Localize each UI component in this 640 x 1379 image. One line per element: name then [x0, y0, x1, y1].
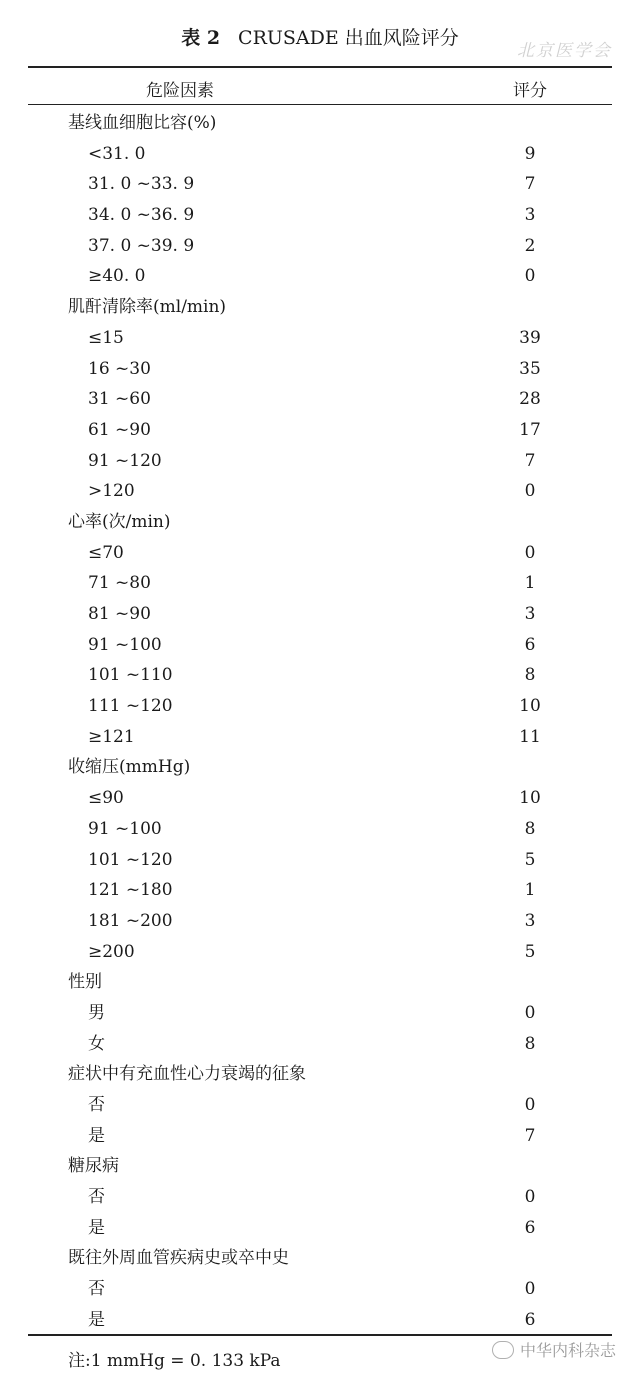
table-row	[0, 1182, 640, 1213]
score-value: 0	[524, 1187, 536, 1208]
table-top-rule	[28, 66, 612, 68]
table-row	[0, 323, 640, 354]
score-value: 8	[524, 818, 536, 839]
table-number: 表 2	[181, 27, 221, 49]
score-value: 1	[524, 880, 536, 901]
table-row	[0, 998, 640, 1029]
score-value: 6	[524, 1217, 536, 1238]
score-value: 6	[524, 634, 536, 655]
factor-label: ≥40. 0	[88, 266, 146, 287]
table-row	[0, 169, 640, 200]
factor-label: 101 ~110	[88, 665, 173, 686]
table-row	[0, 1121, 640, 1152]
score-value: 9	[524, 143, 536, 164]
table-row	[0, 722, 640, 753]
table-row	[0, 200, 640, 231]
score-value: 0	[524, 481, 536, 502]
table-row	[0, 1090, 640, 1121]
score-value: 1	[524, 573, 536, 594]
factor-label: 91 ~100	[88, 818, 162, 839]
score-value: 0	[524, 1095, 536, 1115]
factor-label: ≤90	[88, 788, 124, 809]
table-group-row	[0, 752, 640, 783]
score-value: 7	[524, 1125, 536, 1146]
header-score: 评分	[513, 81, 547, 101]
table-row	[0, 1305, 640, 1336]
table-group-row	[0, 967, 640, 998]
factor-label: ≤15	[88, 327, 124, 348]
score-value: 10	[519, 788, 541, 809]
watermark-bottom	[492, 1338, 616, 1361]
table-row	[0, 937, 640, 968]
factor-label: 否	[88, 1187, 105, 1208]
score-value: 7	[524, 174, 536, 195]
score-value: 3	[524, 910, 536, 931]
table-group-row	[0, 292, 640, 323]
table-row	[0, 630, 640, 661]
factor-label: 37. 0 ~39. 9	[88, 235, 195, 256]
wechat-icon	[492, 1341, 514, 1359]
table-row	[0, 384, 640, 415]
factor-label: 31 ~60	[88, 389, 151, 410]
score-value: 6	[524, 1309, 536, 1330]
table-row	[0, 415, 640, 446]
table-group-row	[0, 1059, 640, 1090]
score-value: 0	[524, 1279, 536, 1300]
table-note: 注:1 mmHg = 0. 133 kPa	[68, 1351, 281, 1371]
factor-label: <31. 0	[88, 143, 146, 164]
table-row	[0, 599, 640, 630]
table-row	[0, 1274, 640, 1305]
group-label: 糖尿病	[68, 1156, 119, 1177]
factor-label: 91 ~120	[88, 450, 162, 471]
factor-label: 91 ~100	[88, 634, 162, 655]
score-value: 39	[519, 327, 541, 348]
table-title-text: CRUSADE 出血风险评分	[238, 27, 459, 49]
table-row	[0, 875, 640, 906]
group-label: 心率(次/min)	[68, 511, 171, 532]
table-row	[0, 261, 640, 292]
factor-label: 181 ~200	[88, 910, 173, 931]
group-label: 肌酐清除率(ml/min)	[68, 297, 227, 318]
table-row	[0, 538, 640, 569]
table-row	[0, 354, 640, 385]
factor-label: >120	[88, 481, 135, 502]
factor-label: 16 ~30	[88, 358, 151, 379]
factor-label: 是	[88, 1309, 105, 1330]
table-row	[0, 231, 640, 262]
score-value: 3	[524, 205, 536, 226]
factor-label: ≥200	[88, 941, 135, 962]
table-row	[0, 906, 640, 937]
table-bottom-rule	[28, 1334, 612, 1336]
factor-label: 否	[88, 1095, 105, 1115]
group-label: 性别	[68, 972, 102, 993]
score-value: 0	[524, 542, 536, 563]
table-group-row	[0, 108, 640, 139]
factor-label: 111 ~120	[88, 696, 173, 717]
score-value: 2	[524, 235, 536, 256]
score-value: 8	[524, 1033, 536, 1054]
score-value: 5	[524, 941, 536, 962]
table-header-rule	[28, 104, 612, 105]
factor-label: 女	[88, 1033, 105, 1054]
factor-label: 否	[88, 1279, 105, 1300]
table-row	[0, 783, 640, 814]
score-value: 17	[519, 419, 541, 440]
factor-label: 121 ~180	[88, 880, 173, 901]
score-value: 8	[524, 665, 536, 686]
table-row	[0, 845, 640, 876]
group-label: 既往外周血管疾病史或卒中史	[68, 1248, 289, 1269]
factor-label: 71 ~80	[88, 573, 151, 594]
table-header	[0, 70, 640, 104]
table-body	[0, 108, 640, 1336]
factor-label: 81 ~90	[88, 604, 151, 624]
group-label: 症状中有充血性心力衰竭的征象	[68, 1064, 306, 1085]
factor-label: 男	[88, 1002, 105, 1023]
score-value: 10	[519, 696, 541, 717]
table-row	[0, 139, 640, 170]
table-row	[0, 476, 640, 507]
header-factor: 危险因素	[146, 81, 214, 101]
factor-label: 101 ~120	[88, 849, 173, 870]
table-group-row	[0, 1243, 640, 1274]
factor-label: 61 ~90	[88, 419, 151, 440]
table-row	[0, 814, 640, 845]
table-row	[0, 568, 640, 599]
score-value: 5	[524, 849, 536, 870]
table-group-row	[0, 507, 640, 538]
group-label: 基线血细胞比容(%)	[68, 113, 217, 133]
table-row	[0, 660, 640, 691]
group-label: 收缩压(mmHg)	[68, 757, 191, 778]
score-value: 7	[524, 450, 536, 471]
table-row	[0, 1213, 640, 1244]
factor-label: 31. 0 ~33. 9	[88, 174, 195, 195]
table-row	[0, 1029, 640, 1060]
factor-label: 是	[88, 1217, 105, 1238]
factor-label: 是	[88, 1125, 105, 1146]
score-value: 35	[519, 358, 541, 379]
score-value: 0	[524, 1002, 536, 1023]
score-value: 11	[519, 726, 541, 747]
score-value: 3	[524, 604, 536, 624]
table-row	[0, 691, 640, 722]
table-row	[0, 446, 640, 477]
table-group-row	[0, 1151, 640, 1182]
watermark-top: 北京医学会	[517, 41, 612, 61]
score-value: 28	[519, 389, 541, 410]
factor-label: 34. 0 ~36. 9	[88, 205, 195, 226]
watermark-bottom-text: 中华内科杂志	[519, 1341, 616, 1360]
score-value: 0	[524, 266, 536, 287]
factor-label: ≤70	[88, 542, 124, 563]
factor-label: ≥121	[88, 726, 135, 747]
